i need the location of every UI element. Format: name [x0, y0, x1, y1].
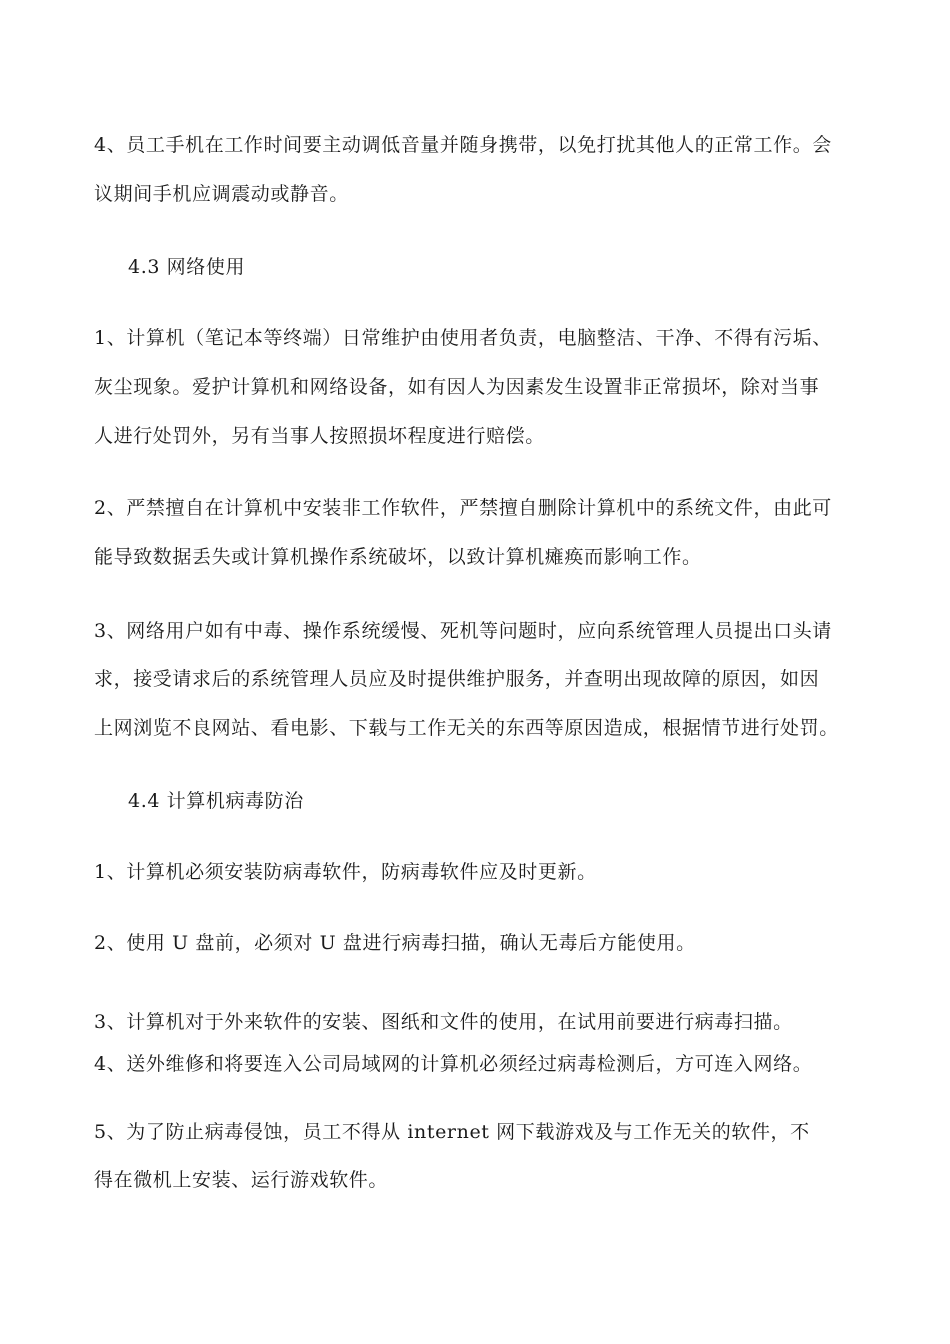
section-heading-4-4: 4.4 计算机病毒防治	[128, 790, 304, 812]
paragraph-line: 人进行处罚外，另有当事人按照损坏程度进行赔偿。	[94, 425, 545, 447]
paragraph-line: 求，接受请求后的系统管理人员应及时提供维护服务，并查明出现故障的原因，如因	[94, 668, 820, 690]
paragraph-line: 1、计算机（笔记本等终端）日常维护由使用者负责，电脑整洁、干净、不得有污垢、	[94, 327, 832, 349]
paragraph-line: 灰尘现象。爱护计算机和网络设备，如有因人为因素发生设置非正常损坏，除对当事	[94, 376, 820, 398]
section-heading-4-3: 4.3 网络使用	[128, 256, 246, 278]
paragraph-line: 2、严禁擅自在计算机中安装非工作软件，严禁擅自删除计算机中的系统文件，由此可	[94, 497, 832, 519]
paragraph-line: 上网浏览不良网站、看电影、下载与工作无关的东西等原因造成，根据情节进行处罚。	[94, 717, 839, 739]
list-item: 得在微机上安装、运行游戏软件。	[94, 1169, 389, 1191]
list-item: 1、计算机必须安装防病毒软件，防病毒软件应及时更新。	[94, 861, 597, 883]
paragraph-line: 议期间手机应调震动或静音。	[94, 183, 349, 205]
paragraph-line: 4、员工手机在工作时间要主动调低音量并随身携带，以免打扰其他人的正常工作。会	[94, 134, 832, 156]
paragraph-line: 能导致数据丢失或计算机操作系统破坏，以致计算机瘫痪而影响工作。	[94, 546, 702, 568]
list-item: 5、为了防止病毒侵蚀，员工不得从 internet 网下载游戏及与工作无关的软件，不	[94, 1121, 810, 1143]
list-item: 3、计算机对于外来软件的安装、图纸和文件的使用，在试用前要进行病毒扫描。	[94, 1011, 793, 1033]
list-item: 4、送外维修和将要连入公司局域网的计算机必须经过病毒检测后，方可连入网络。	[94, 1053, 813, 1075]
list-item: 2、使用 U 盘前，必须对 U 盘进行病毒扫描，确认无毒后方能使用。	[94, 932, 696, 954]
paragraph-line: 3、网络用户如有中毒、操作系统缓慢、死机等问题时，应向系统管理人员提出口头请	[94, 620, 832, 642]
